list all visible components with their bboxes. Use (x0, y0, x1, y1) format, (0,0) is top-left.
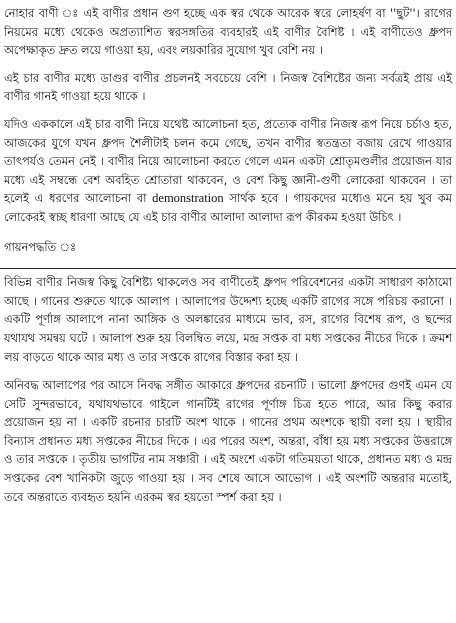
paragraph-lohar-bani: নোহার বাণী ঃ এই বাণীর প্রধান গুণ হচ্ছে এক স্বর থেকে আরেক স্বরে লোহর্ষণ বা ''ছুট''। রাগের নিয়মের মধ্যে থেকেও অপ্রত্যাশিত স্বরসঙ্গতির ব্যবহারই এই বাণীর বৈশিষ্ট । এই বাণীতেও ধ্রুপদ অপেক্ষাকৃত দ্রুত লয়ে গাওয়া হয়, এবং লয়কারির সুযোগ খুব বেশি নয় । (4, 6, 452, 58)
paragraph-bani-discussion-part-2: সার্থক হবে । গায়কদের মধ্যেও মনে হয় খুব কম লোকেরই স্বচ্ছ ধারণা আছে যে এই চার বাণীর আলাদা আলাদা রূপ কীরকম হওয়া উচিৎ । (4, 191, 452, 224)
paragraph-dagur-bani: এই চার বাণীর মধ্যে ডাগুর বাণীর প্রচলনই সবচেয়ে বেশি । নিজস্ব বৈশিষ্টের জন্য সর্বত্রই প্রায় এই বাণীর গানই গাওয়া হয়ে থাকে । (4, 70, 452, 104)
demonstration-word: demonstration (152, 191, 224, 206)
paragraph-bani-discussion (4, 115, 452, 227)
paragraph-performance-structure: বিভিন্ন বাণীর নিজস্ব কিছু বৈশিষ্ট্য থাকলেও সব বাণীতেই ধ্রুপদ পরিবেশনের একটা সাধারণ কাঠামো আছে । গানের শুরুতে থাকে আলাপ । আলাপের উদ্দেশ্য হচ্ছে একটি রাগের সঙ্গে পরিচয় করানো । একটি পূর্ণাঙ্গ আলাপে নানা আঙ্গিক ও অলঙ্কারের মাধ্যমে ভাব, রস, রাগের বিশেষ রূপ, ও ছন্দের যথাযথ সমন্বয় ঘটে । আলাপ শুরু হয় বিলম্বিত লয়ে, মন্দ্র সপ্তক বা মধ্য সপ্তকের নীচের দিকে । ক্রমশ লয় বাড়তে থাকে আর মধ্য ও তার সপ্তকে রাগের বিস্তার করা হয় । (4, 275, 452, 364)
section-divider (0, 268, 456, 269)
paragraph-bani-discussion-part-1: যদিও এককালে এই চার বাণী নিয়ে যথেষ্ট আলোচনা হত, প্রত্যেক বাণীর নিজস্ব রূপ নিয়ে চর্চাও হত, আজকের যুগে যখন ধ্রুপদ শৈলীটাই চলন কমে গেছে, তখন বাণীর স্বতন্ত্রতা বজায় রেখে গাওয়ার তাৎপর্যও তেমন নেই । বাণীর নিয়ে আলোচনা করতে গেলে এমন একটা শ্রোতৃমণ্ডলীর প্রয়োজন যার মধ্যে এই সম্বন্ধে বেশ অবহিত শ্রোতারা থাকবেন, ও বেশ কিছু জ্ঞানী-গুণী লোকেরা থাকবেন । তা হলেই এ ধরণের আলোচনা বা (4, 116, 452, 206)
section-heading: গায়নপদ্ধতি ঃ (4, 239, 77, 254)
paragraph-composition-parts: অনিবদ্ধ আলাপের পর আসে নিবদ্ধ সঙ্গীত আকারে ধ্রুপদের রচনাটি । ভালো ধ্রুপদের গুণই এমন যে সেটি সুন্দরভাবে, যথাযথভাবে গাইলে গানটিই রাগের পূর্ণাঙ্গ চিত্র হতে পারে, আর কিছু করার প্রয়োজন হয় না । একটি রচনার চারটি অংশ থাকে । গানের প্রথম অংশকে স্থায়ী বলা হয় । স্থায়ীর বিন্যাস প্রধানত মধ্য সপ্তকের নীচের দিকে । এর পরের অংশ, অন্তরা, বাঁধা হয় মধ্য সপ্তকের উত্তরাঙ্গে ও তার সপ্তকে । তৃতীয় ভাগটির নাম সঞ্চারী । এই অংশে একটা গতিময়তা থাকে, প্রধানত মধ্য ও মন্দ্র সপ্তকের বেশ খানিকটা জুড়ে গাওয়া হয় । সব শেষে আসে আভোগ । এই অংশটি অন্তরার মতোই, তবে অন্তরাতে ব্যবহৃত হয়নি এরকম স্বর হয়তো স্পর্শ করা হয় । (4, 378, 452, 504)
